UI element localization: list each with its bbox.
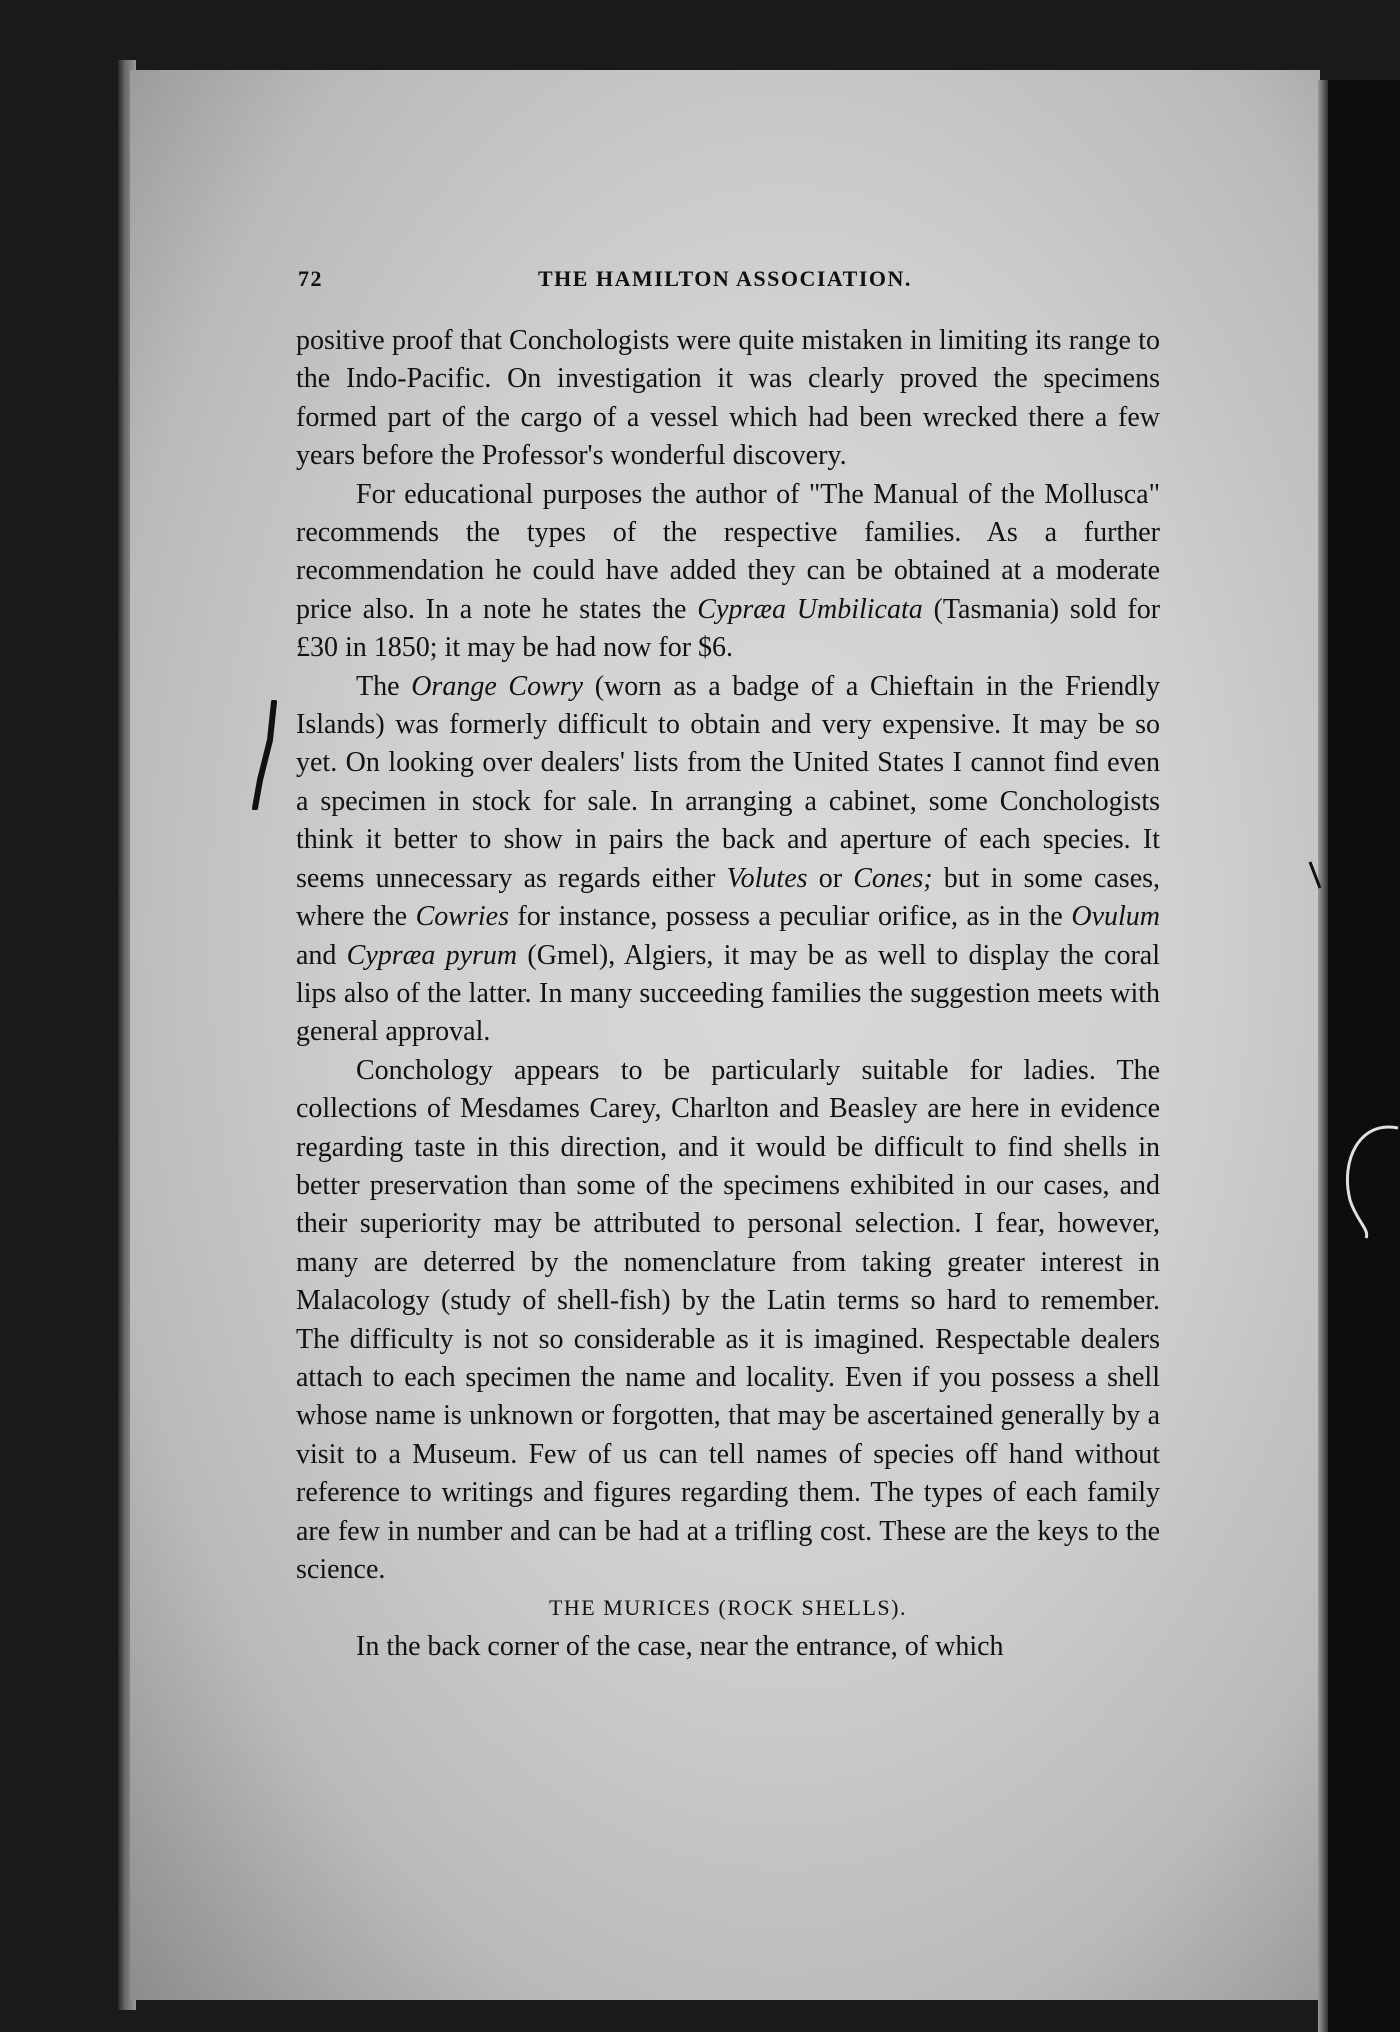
cowries: Cowries <box>415 901 509 933</box>
cypraea-pyrum: Cypræa pyrum <box>346 939 518 971</box>
paragraph-5: In the back corner of the case, near the entrance, of which <box>356 1630 1004 1662</box>
facing-page-edge <box>1318 80 1400 2032</box>
species-cypraea-umbilicata: Cypræa Umbilicata <box>697 593 923 625</box>
page-number: 72 <box>298 266 323 291</box>
paragraph-3 <box>296 668 1160 1052</box>
section-heading: THE MURICES (ROCK SHELLS). <box>548 1595 907 1621</box>
volutes: Volutes <box>726 862 808 894</box>
ovulum: Ovulum <box>1071 901 1160 933</box>
paragraph-4: Conchology appears to be particularly suitable for ladies. The collections of Mesdames Carey, Charlton and Beasley are here in evidence regarding taste in this direction, and it would be difficult to find shells in better preservation than some of the specimens exhibited in our cases, and their superiority may be attributed to personal selection. I fear, however, many are deterred by the nomenclature from taking greater interest in Malacology (study of shell-fish) by the Latin terms so hard to remember. The difficulty is not so considerable as it is imagined. Respectable dealers attach to each specimen the name and locality. Even if you possess a shell whose name is unknown or forgotten, that may be ascertained generally by a visit to a Museum. Few of us can tell names of species off hand without reference to writings and figures regarding them. The types of each family are few in number and can be had at a trifling cost. These are the keys to the science. <box>296 1054 1160 1585</box>
paragraph-3-text-a: (worn as a badge of a Chieftain in the Friendly Islands) was formerly difficult to obtain and very expensive. It may be so yet. On looking over dealers' lists from the United States I cannot find even a specimen in stock for sale. In arranging a cabinet, some Conchologists think it better to show in pairs the back and aperture of each species. It seems unnecessary as regards either <box>296 670 1161 894</box>
page-header <box>298 266 1158 306</box>
paragraph-3-text-c: for instance, possess a peculiar orifice, as in the <box>517 901 1063 933</box>
paragraph-2 <box>296 476 1160 668</box>
paragraph-3-and: and <box>296 939 337 971</box>
body-text <box>296 322 1160 1666</box>
paragraph-2-text: For educational purposes the author of "The Manual of the Mollusca" recommends the types of the respective families. As a further recommendation he could have added they can be obtained at a moderate price also. In a note he states the <box>296 478 1160 625</box>
paragraph-3-text-b: but in some cases, where the <box>296 862 1161 933</box>
paragraph-1: positive proof that Conchologists were quite mistaken in limiting its range to the Indo-Pacific. On investigation it was clearly proved the specimens formed part of the cargo of a vessel which had been wrecked there a few years before the Professor's wonderful discovery. <box>296 325 1160 472</box>
bracket-mark-icon <box>1330 1120 1400 1240</box>
orange-cowry: Orange Cowry <box>411 670 584 702</box>
paragraph-2-tail: (Tasmania) sold for £30 in 1850; it may be had now for $6. <box>296 593 1161 664</box>
paragraph-3-or: or <box>818 862 843 894</box>
paragraph-3-text-d: (Gmel), Algiers, it may be as well to display the coral lips also of the latter. In many succeeding families the suggestion meets with general approval. <box>296 939 1160 1048</box>
running-head: THE HAMILTON ASSOCIATION. <box>538 266 912 291</box>
tick-mark-icon <box>1308 860 1322 890</box>
paragraph-3-lead: The <box>356 670 400 702</box>
cones: Cones; <box>853 862 933 894</box>
pen-mark-icon <box>252 700 278 810</box>
